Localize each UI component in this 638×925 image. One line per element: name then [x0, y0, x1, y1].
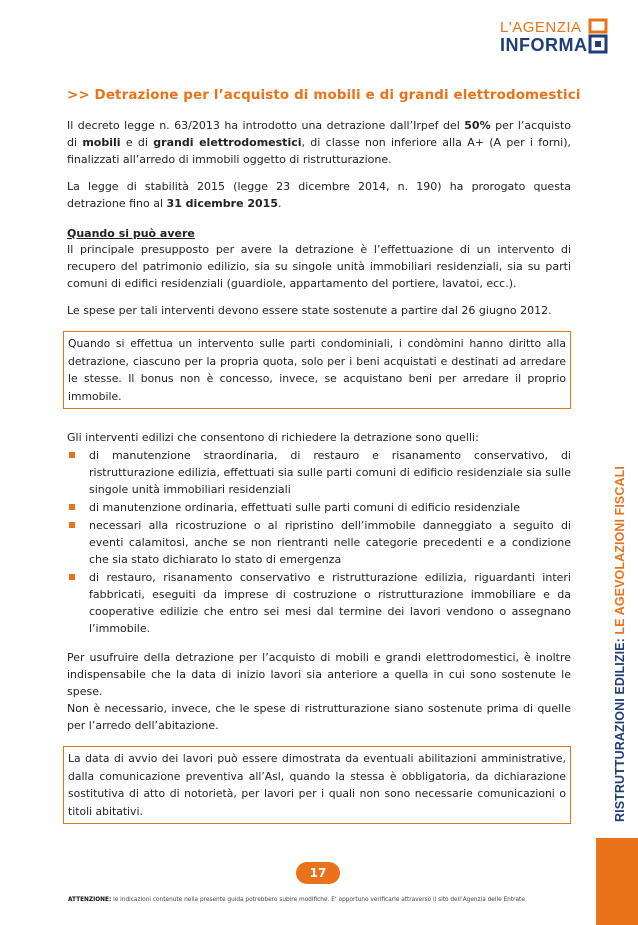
footer-disclaimer: ATTENZIONE: le indicazioni contenute nella presente guida potrebbero subire modifiche. E’ opportuno verificarle attraverso il sito dell’Agenzia delle Entrate — [68, 897, 525, 903]
section-heading: Quando si può avere — [67, 227, 195, 240]
bullet-icon — [69, 504, 75, 510]
list-item: di manutenzione ordinaria, effettuati sulle parti comuni di edificio residenziale — [67, 499, 571, 516]
page-number: 17 — [296, 862, 340, 884]
logo-line1: L'AGENZIA — [500, 19, 582, 36]
paragraph-spese: Le spese per tali interventi devono essere state sostenute a partire dal 26 giugno 2012. — [67, 304, 552, 317]
page-title: >> Detrazione per l’acquisto di mobili e di grandi elettrodomestici — [67, 88, 581, 103]
logo-line2: INFORMA — [500, 35, 588, 55]
paragraph-legge-stabilita: La legge di stabilità 2015 (legge 23 dicembre 2014, n. 190) ha prorogato questa detrazione fino al 31 dicembre 2015. — [67, 180, 571, 210]
side-section-title: RISTRUTTURAZIONI EDILIZIE: LE AGEVOLAZIONI FISCALI — [613, 466, 627, 822]
paragraph-non-necessario: Non è necessario, invece, che le spese di ristrutturazione siano sostenute prima di quelle per l’arredo dell’abitazione. — [67, 702, 571, 732]
list-item: di restauro, risanamento conservativo e ristrutturazione edilizia, riguardanti interi fabbricati, eseguiti da imprese di costruzione o ristrutturazione immobiliare e da cooperative edilizie che entro sei mesi dal termine dei lavori vendono o assegnano l’immobile. — [67, 569, 571, 637]
paragraph-usufruire: Per usufruire della detrazione per l’acquisto di mobili e grandi elettrodomestici, è inoltre indispensabile che la data di inizio lavori sia anteriore a quella in cui sono sostenute le spese. — [67, 651, 571, 698]
deadline-bold: 31 dicembre 2015 — [166, 197, 278, 210]
list-item: necessari alla ricostruzione o al ripristino dell’immobile danneggiato a seguito di eventi calamitosi, anche se non rientranti nelle categorie precedenti e a condizione che sia stato dichiarato lo stato di emergenza — [67, 517, 571, 568]
main-content — [67, 88, 581, 844]
agenzia-informa-logo — [500, 16, 610, 58]
percentage-bold: 50% — [464, 119, 491, 132]
bullet-icon — [69, 522, 75, 528]
elettrodomestici-bold: grandi elettrodomestici — [153, 136, 302, 149]
list-intro: Gli interventi edilizi che consentono di richiedere la detrazione sono quelli: — [67, 431, 479, 444]
bullet-icon — [69, 452, 75, 458]
paragraph-intro: Il decreto legge n. 63/2013 ha introdotto una detrazione dall’Irpef del 50% per l’acquisto di mobili e di grandi elettrodomestici, di classe non inferiore alla A+ (A per i forni), finalizzati all’arredo di immobili oggetto di ristrutturazione. — [67, 119, 572, 166]
note-box-condominio: Quando si effettua un intervento sulle parti condominiali, i condòmini hanno diritto alla detrazione, ciascuno per la propria quota, solo per i beni acquistati e destinati ad arredare le stesse. Il bonus non è concesso, invece, se acquistano beni per arredare il proprio immobile. — [63, 331, 571, 409]
note-box-data-avvio: La data di avvio dei lavori può essere dimostrata da eventuali abilitazioni amministrative, dalla comunicazione preventiva all’Asl, quando la stessa è obbligatoria, da dichiarazione sostitutiva di atto di notorietà, per lavori per i quali non sono necessarie comunicazioni o titoli abitativi. — [63, 746, 571, 824]
side-accent-bar — [596, 838, 638, 925]
interventi-list — [67, 447, 571, 637]
paragraph-presupposto: Il principale presupposto per avere la detrazione è l’effettuazione di un intervento di recupero del patrimonio edilizio, sia su singole unità immobiliari residenziali, sia su parti comuni di edifici residenziali (guardiole, appartamento del portiere, lavatoi, ecc.). — [67, 243, 571, 290]
bullet-icon — [69, 574, 75, 580]
list-item: di manutenzione straordinaria, di restauro e risanamento conservativo, di ristrutturazione edilizia, effettuati sia sulle parti comuni di edificio residenziale sia sulle singole unità immobiliari residenziali — [67, 447, 571, 498]
logo-mark-icon — [586, 16, 610, 56]
mobili-bold: mobili — [82, 136, 121, 149]
